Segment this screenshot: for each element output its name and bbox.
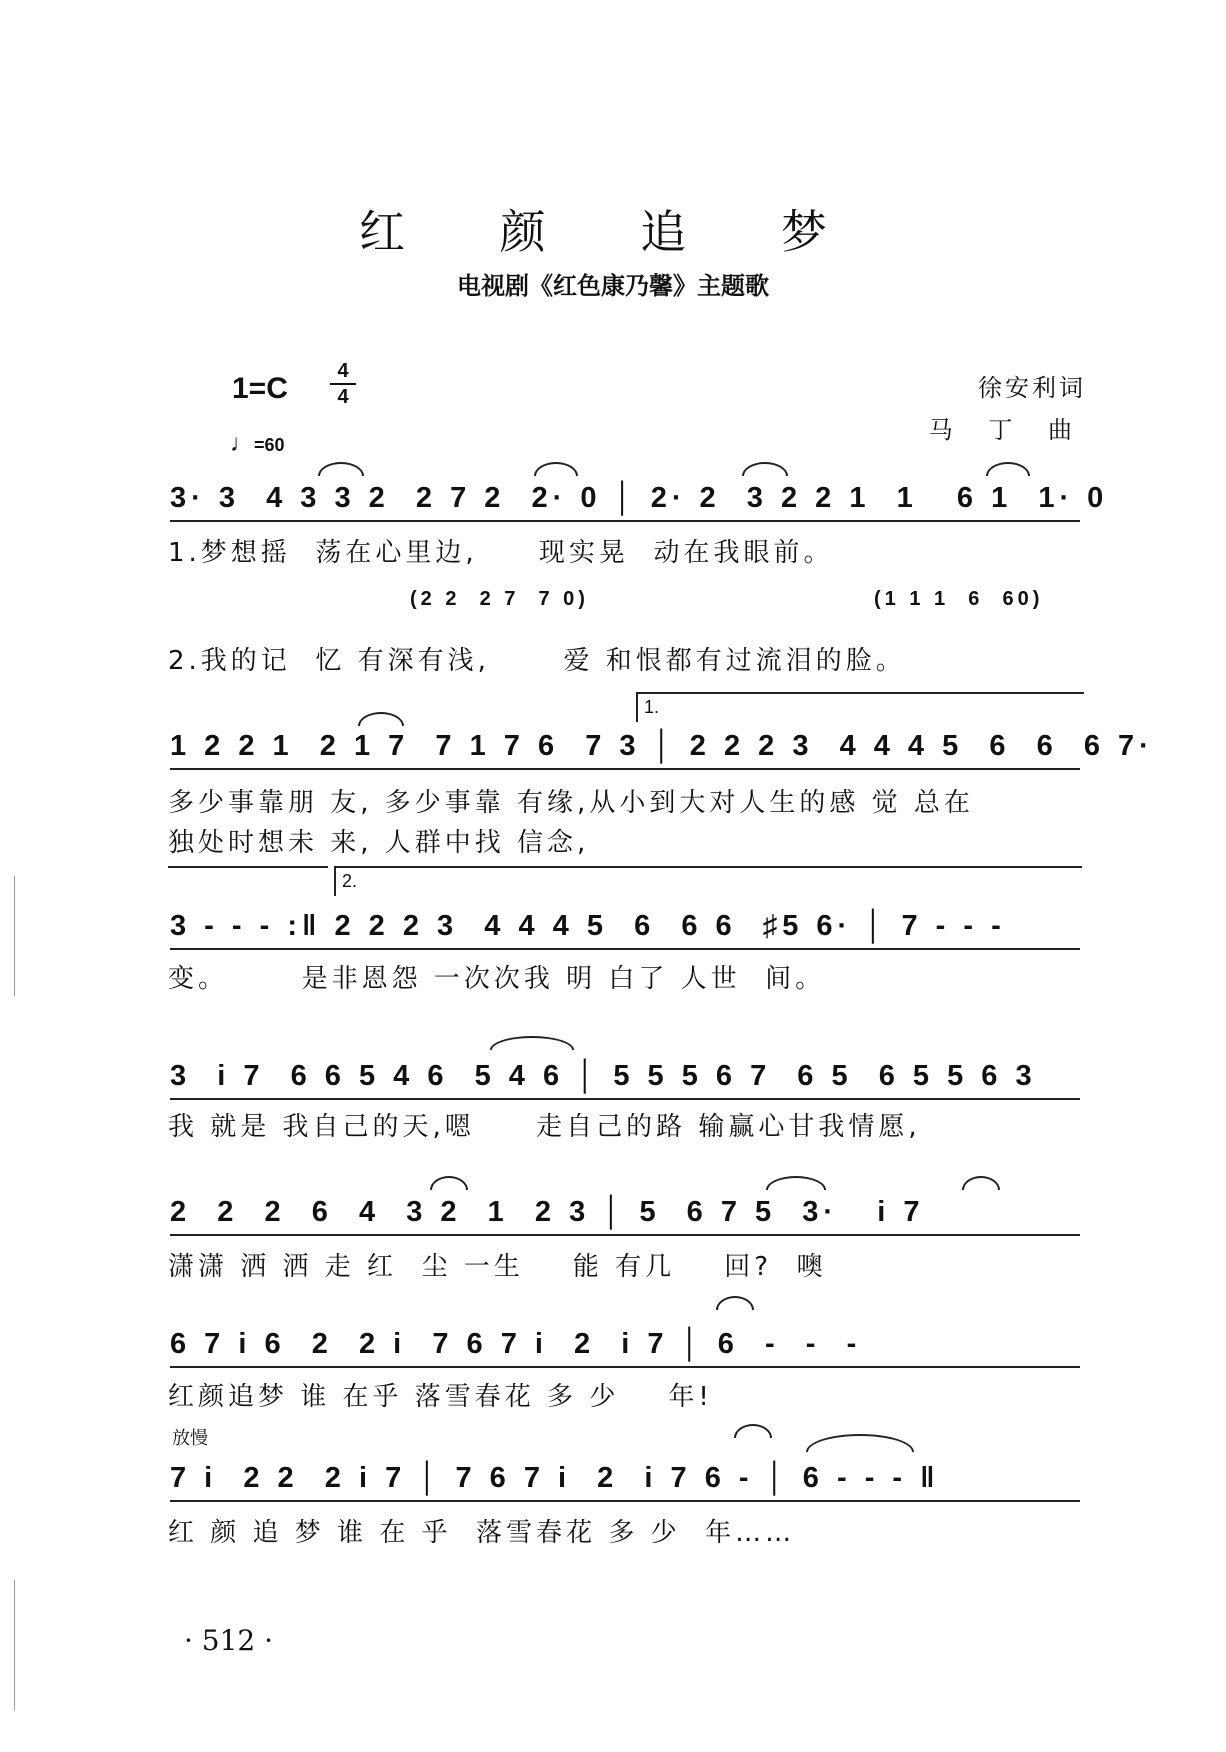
time-signature-top: 4 <box>337 360 349 382</box>
song-subtitle: 电视剧《红色康乃馨》主题歌 <box>457 272 769 300</box>
lyricist-credit: 徐安利词 <box>978 374 1086 402</box>
slur <box>766 1176 826 1190</box>
lyrics-line-5: 我 就是 我自己的天,嗯 走自己的路 输赢心甘我情愿, <box>168 1112 921 1142</box>
slur <box>716 1296 754 1310</box>
slur <box>986 462 1030 476</box>
tempo-marking <box>230 430 285 458</box>
notation-line-8: 7 i 2 2 2 i 7 │ 7 6 7 i 2 i 7 6 - │ 6 - - - ‖ <box>170 1460 1080 1502</box>
time-signature-bottom: 4 <box>337 386 349 408</box>
notation-line-6: 2 2 2 6 4 3 2 1 2 3 │ 5 6 7 5 3· i 7 <box>170 1194 1080 1236</box>
notation-line-1: 3· 3 4 3 3 2 2 7 2 2· 0 │ 2· 2 3 2 2 1 1 6 1 1· 0 <box>170 480 1080 522</box>
time-signature <box>330 360 356 408</box>
notation-line-4: 3 - - - :‖ 2 2 2 3 4 4 4 5 6 6 6 ♯5 6· │ 7 - - - <box>170 908 1080 950</box>
notation-line-7: 6 7 i 6 2 2 i 7 6 7 i 2 i 7 │ 6 - - - <box>170 1326 1080 1368</box>
variant-notes-2: (1 1 1 6 60) <box>874 588 1044 610</box>
divider-line <box>168 866 328 868</box>
slur <box>742 462 788 476</box>
slur <box>430 1176 468 1190</box>
page-number: · 512 · <box>184 1624 274 1657</box>
slur <box>358 712 404 726</box>
variant-notes-1: (2 2 2 7 7 0) <box>410 588 589 610</box>
slur <box>318 462 364 476</box>
scan-edge-mark <box>14 876 15 996</box>
lyrics-line-1: 1.梦想摇 荡在心里边, 现实晃 动在我眼前。 <box>168 538 834 568</box>
tempo-direction: 放慢 <box>172 1428 208 1449</box>
lyrics-line-6: 潇潇 洒 洒 走 红 尘 一生 能 有几 回? 噢 <box>168 1252 827 1282</box>
composer-credit: 马 丁 曲 <box>928 416 1086 444</box>
notation-line-3: 1 2 2 1 2 1 7 7 1 7 6 7 3 │ 2 2 2 3 4 4 4 5 6 6 6 7· <box>170 728 1080 770</box>
volta-bracket-1: 1. <box>636 692 1084 722</box>
slur <box>734 1424 772 1438</box>
scan-edge-mark <box>14 1580 15 1710</box>
lyrics-line-7: 红颜追梦 谁 在乎 落雪春花 多 少 年! <box>168 1382 713 1412</box>
notation-line-5: 3 i 7 6 6 5 4 6 5 4 6 │ 5 5 5 6 7 6 5 6 5 5 6 3 <box>170 1058 1080 1100</box>
tie <box>806 1434 914 1452</box>
song-title: 红 颜 追 梦 <box>359 205 867 259</box>
volta-bracket-2: 2. <box>334 866 1082 896</box>
quarter-note-icon: ♩ <box>230 430 254 457</box>
slur <box>534 462 578 476</box>
lyrics-line-2: 2.我的记 忆 有深有浅, 爱 和恨都有过流泪的脸。 <box>168 646 906 676</box>
key-signature: 1=C <box>232 372 288 405</box>
lyrics-line-4: 变。 是非恩怨 一次次我 明 白了 人世 间。 <box>168 964 826 994</box>
lyrics-line-8: 红 颜 追 梦 谁 在 乎 落雪春花 多 少 年…… <box>168 1518 796 1548</box>
tempo-value: =60 <box>254 435 285 455</box>
time-signature-bar <box>330 383 356 385</box>
slur <box>490 1036 574 1050</box>
lyrics-line-3a: 多少事靠朋 友, 多少事靠 有缘,从小到大对人生的感 觉 总在 <box>168 788 974 818</box>
lyrics-line-3b: 独处时想未 来, 人群中找 信念, <box>168 828 590 858</box>
slur <box>962 1176 1000 1190</box>
